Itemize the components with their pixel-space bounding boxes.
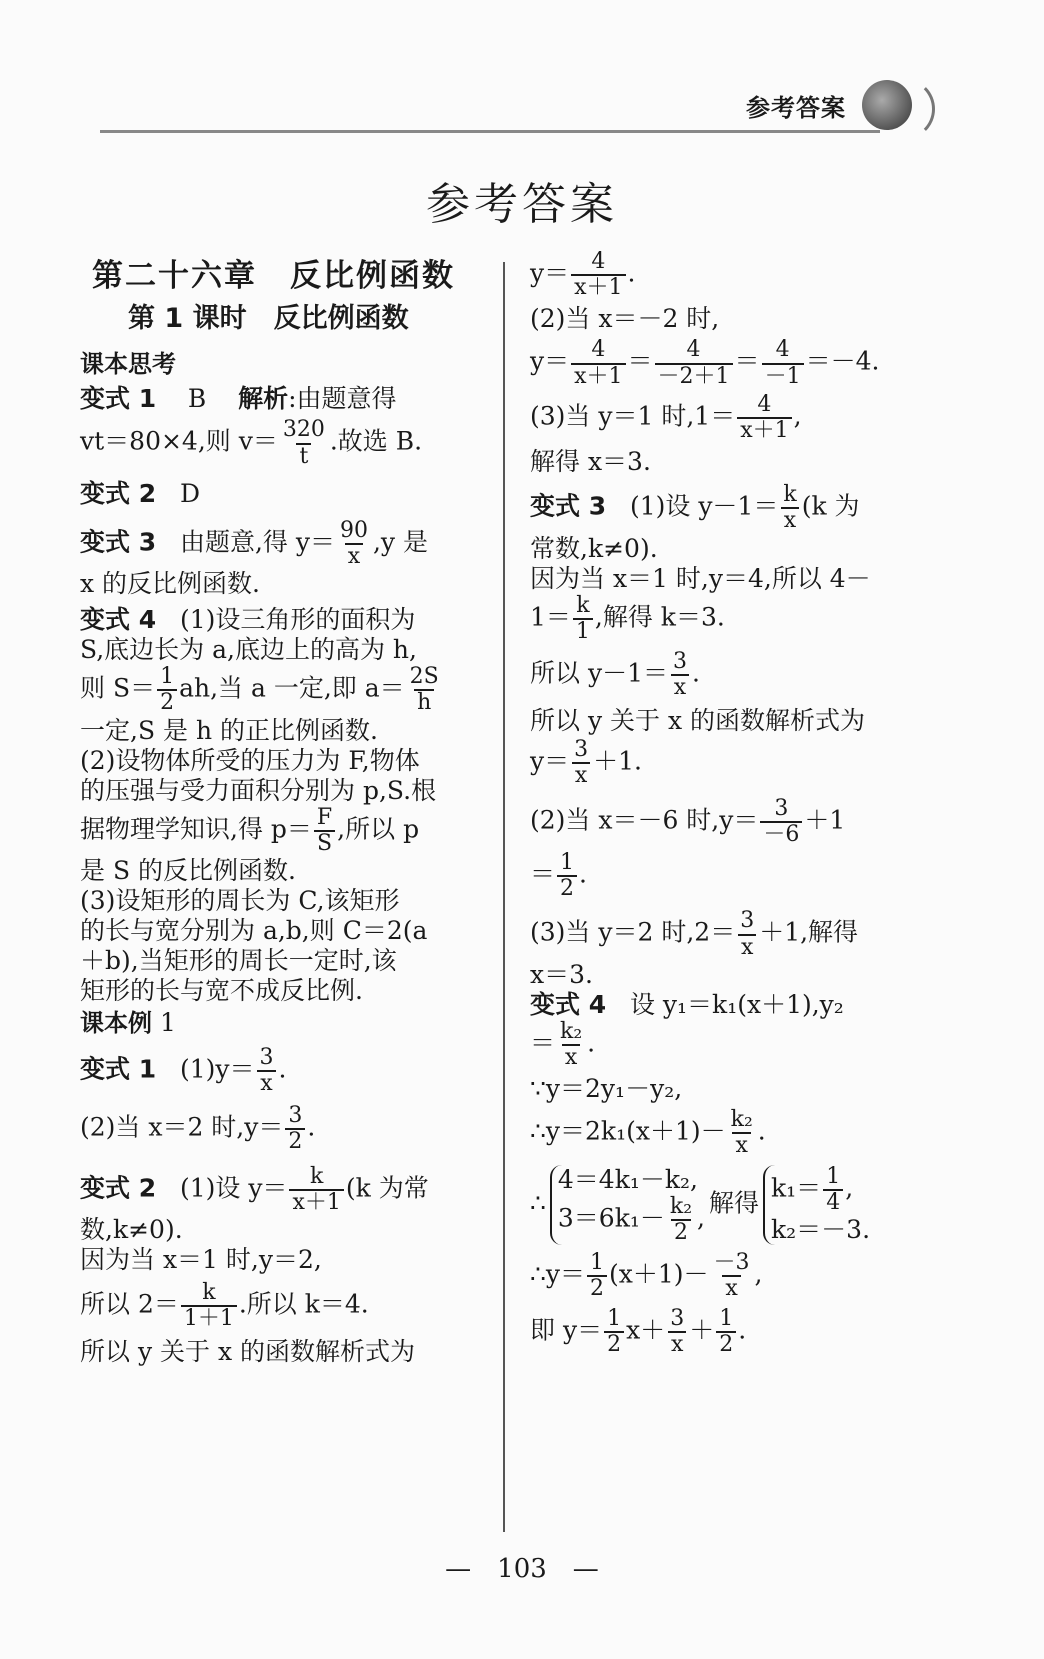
answer-line: y＝ $\frac{3}{x}$ ＋1. xyxy=(530,737,642,789)
answer-line: vt＝80×4,则 v＝ $\frac{320}{t}$ .故选 B. xyxy=(80,417,423,469)
header-arc-icon xyxy=(896,78,935,140)
answer-line: 是 S 的反比例函数. xyxy=(80,855,296,885)
left-column xyxy=(80,258,480,1367)
answer-line: 变式 1 B 解析:由题意得 xyxy=(80,384,397,414)
answer-line: S,底边长为 a,底边上的高为 h, xyxy=(80,635,417,665)
answer-line: 变式 2 (1)设 y＝ $\frac{k}{x+1}$ (k 为常 xyxy=(80,1163,429,1215)
page-title: 参考答案 xyxy=(426,179,618,230)
column-divider xyxy=(503,262,505,1532)
answer-line: 即 y＝ $\frac{1}{2}$ x＋ $\frac{3}{x}$ ＋ $\frac{1}{2}$ . xyxy=(530,1306,747,1358)
answer-line: 1＝ $\frac{k}{1}$ ,解得 k＝3. xyxy=(530,592,725,644)
solution-brace: k₁＝ $\frac{1}{4}$ , k₂＝－3. xyxy=(763,1165,870,1245)
answer-line: (2)设物体所受的压力为 F,物体 xyxy=(80,745,420,775)
answer-line: y＝ $\frac{4}{x+1}$ . xyxy=(530,249,636,301)
header-rule xyxy=(100,130,880,133)
running-title: 参考答案 xyxy=(746,94,846,122)
lesson-title: 第 1 课时 反比例函数 xyxy=(128,303,409,335)
answer-line: (2)当 x＝－6 时,y＝ $\frac{3}{-6}$ ＋1 xyxy=(530,795,846,847)
answer-line: 常数,k≠0). xyxy=(530,533,658,563)
answer-line: 因为当 x＝1 时,y＝2, xyxy=(80,1245,322,1274)
answer-line: 数,k≠0). xyxy=(80,1215,183,1244)
answer-line: 变式 1 (1)y＝ $\frac{3}{x}$ . xyxy=(80,1044,287,1097)
equation-system: ∴ 4＝4k₁－k₂, 3＝6k₁－ $\frac{\text{k₂}}{2}$ , 解得 k₁＝ $\frac{1}{4}$ , k₂＝－3. xyxy=(530,1163,871,1245)
answer-line: 因为当 x＝1 时,y＝4,所以 4－ xyxy=(530,563,871,593)
running-header xyxy=(0,0,1044,150)
answer-line: (2)当 x＝2 时,y＝ $\frac{3}{2}$ . xyxy=(80,1103,316,1155)
answer-line: x＝3. xyxy=(530,959,593,989)
answer-line: 则 S＝ $\frac{1}{2}$ ah,当 a 一定,即 a＝ $\frac{2S}{h}$ xyxy=(80,664,439,716)
section-heading: 课本例 1 xyxy=(80,1007,176,1037)
answer-line: ∴y＝2k₁(x＋1)－ $\frac{\text{k₂}}{x}$ . xyxy=(530,1107,766,1159)
system-brace: 4＝4k₁－k₂, 3＝6k₁－ $\frac{\text{k₂}}{2}$ , xyxy=(550,1165,705,1245)
answer-line: 所以 y 关于 x 的函数解析式为 xyxy=(80,1337,416,1367)
answer-line: (3)设矩形的周长为 C,该矩形 xyxy=(80,885,400,915)
answer-line: 变式 2 D xyxy=(80,478,200,508)
answer-line: ∴y＝ $\frac{1}{2}$ (x＋1)－ $\frac{-3}{x}$ , xyxy=(530,1249,763,1302)
answer-line: 矩形的长与宽不成反比例. xyxy=(80,975,363,1005)
answer-line: ＝ $\frac{\text{k₂}}{x}$ . xyxy=(530,1018,596,1070)
answer-line: 解得 x＝3. xyxy=(530,447,651,477)
answer-line: y＝ $\frac{4}{x+1}$ ＝ $\frac{4}{-2+1}$ ＝ $\frac{4}{-1}$ ＝－4. xyxy=(530,337,880,389)
answer-line: 变式 4 (1)设三角形的面积为 xyxy=(80,605,416,635)
answer-line: 所以 y－1＝ $\frac{3}{x}$ . xyxy=(530,648,700,701)
answer-line: 所以 y 关于 x 的函数解析式为 xyxy=(530,706,866,736)
page-number: — 103 — xyxy=(445,1554,599,1584)
right-column xyxy=(530,250,930,1358)
answer-line: 所以 2＝ $\frac{k}{1+1}$ .所以 k＝4. xyxy=(80,1280,369,1332)
answer-line: 的压强与受力面积分别为 p,S.根 xyxy=(80,775,437,805)
answer-line: 据物理学知识,得 p＝ $\frac{F}{S}$ ,所以 p xyxy=(80,804,420,856)
answer-line: 变式 3 由题意,得 y＝ $\frac{90}{x}$ ,y 是 xyxy=(80,517,429,569)
answer-line: ＋b),当矩形的周长一定时,该 xyxy=(80,945,397,975)
answer-line: ∵y＝2y₁－y₂, xyxy=(530,1074,683,1104)
answer-line: (3)当 y＝2 时,2＝ $\frac{3}{x}$ ＋1,解得 xyxy=(530,908,859,960)
answer-line: ＝ $\frac{1}{2}$ . xyxy=(530,850,587,902)
answer-line: 变式 4 设 y₁＝k₁(x＋1),y₂ xyxy=(530,989,844,1019)
answer-line: (3)当 y＝1 时,1＝ $\frac{4}{x+1}$ , xyxy=(530,391,802,443)
section-heading: 课本思考 xyxy=(80,349,176,378)
answer-line: 变式 3 (1)设 y－1＝ $\frac{k}{x}$ (k 为 xyxy=(530,482,860,534)
chapter-title: 第二十六章 反比例函数 xyxy=(92,258,455,294)
answer-line: x 的反比例函数. xyxy=(80,569,260,599)
answer-line: (2)当 x＝－2 时, xyxy=(530,304,720,334)
answer-line: 的长与宽分别为 a,b,则 C＝2(a xyxy=(80,915,428,945)
answer-line: 一定,S 是 h 的正比例函数. xyxy=(80,715,378,745)
